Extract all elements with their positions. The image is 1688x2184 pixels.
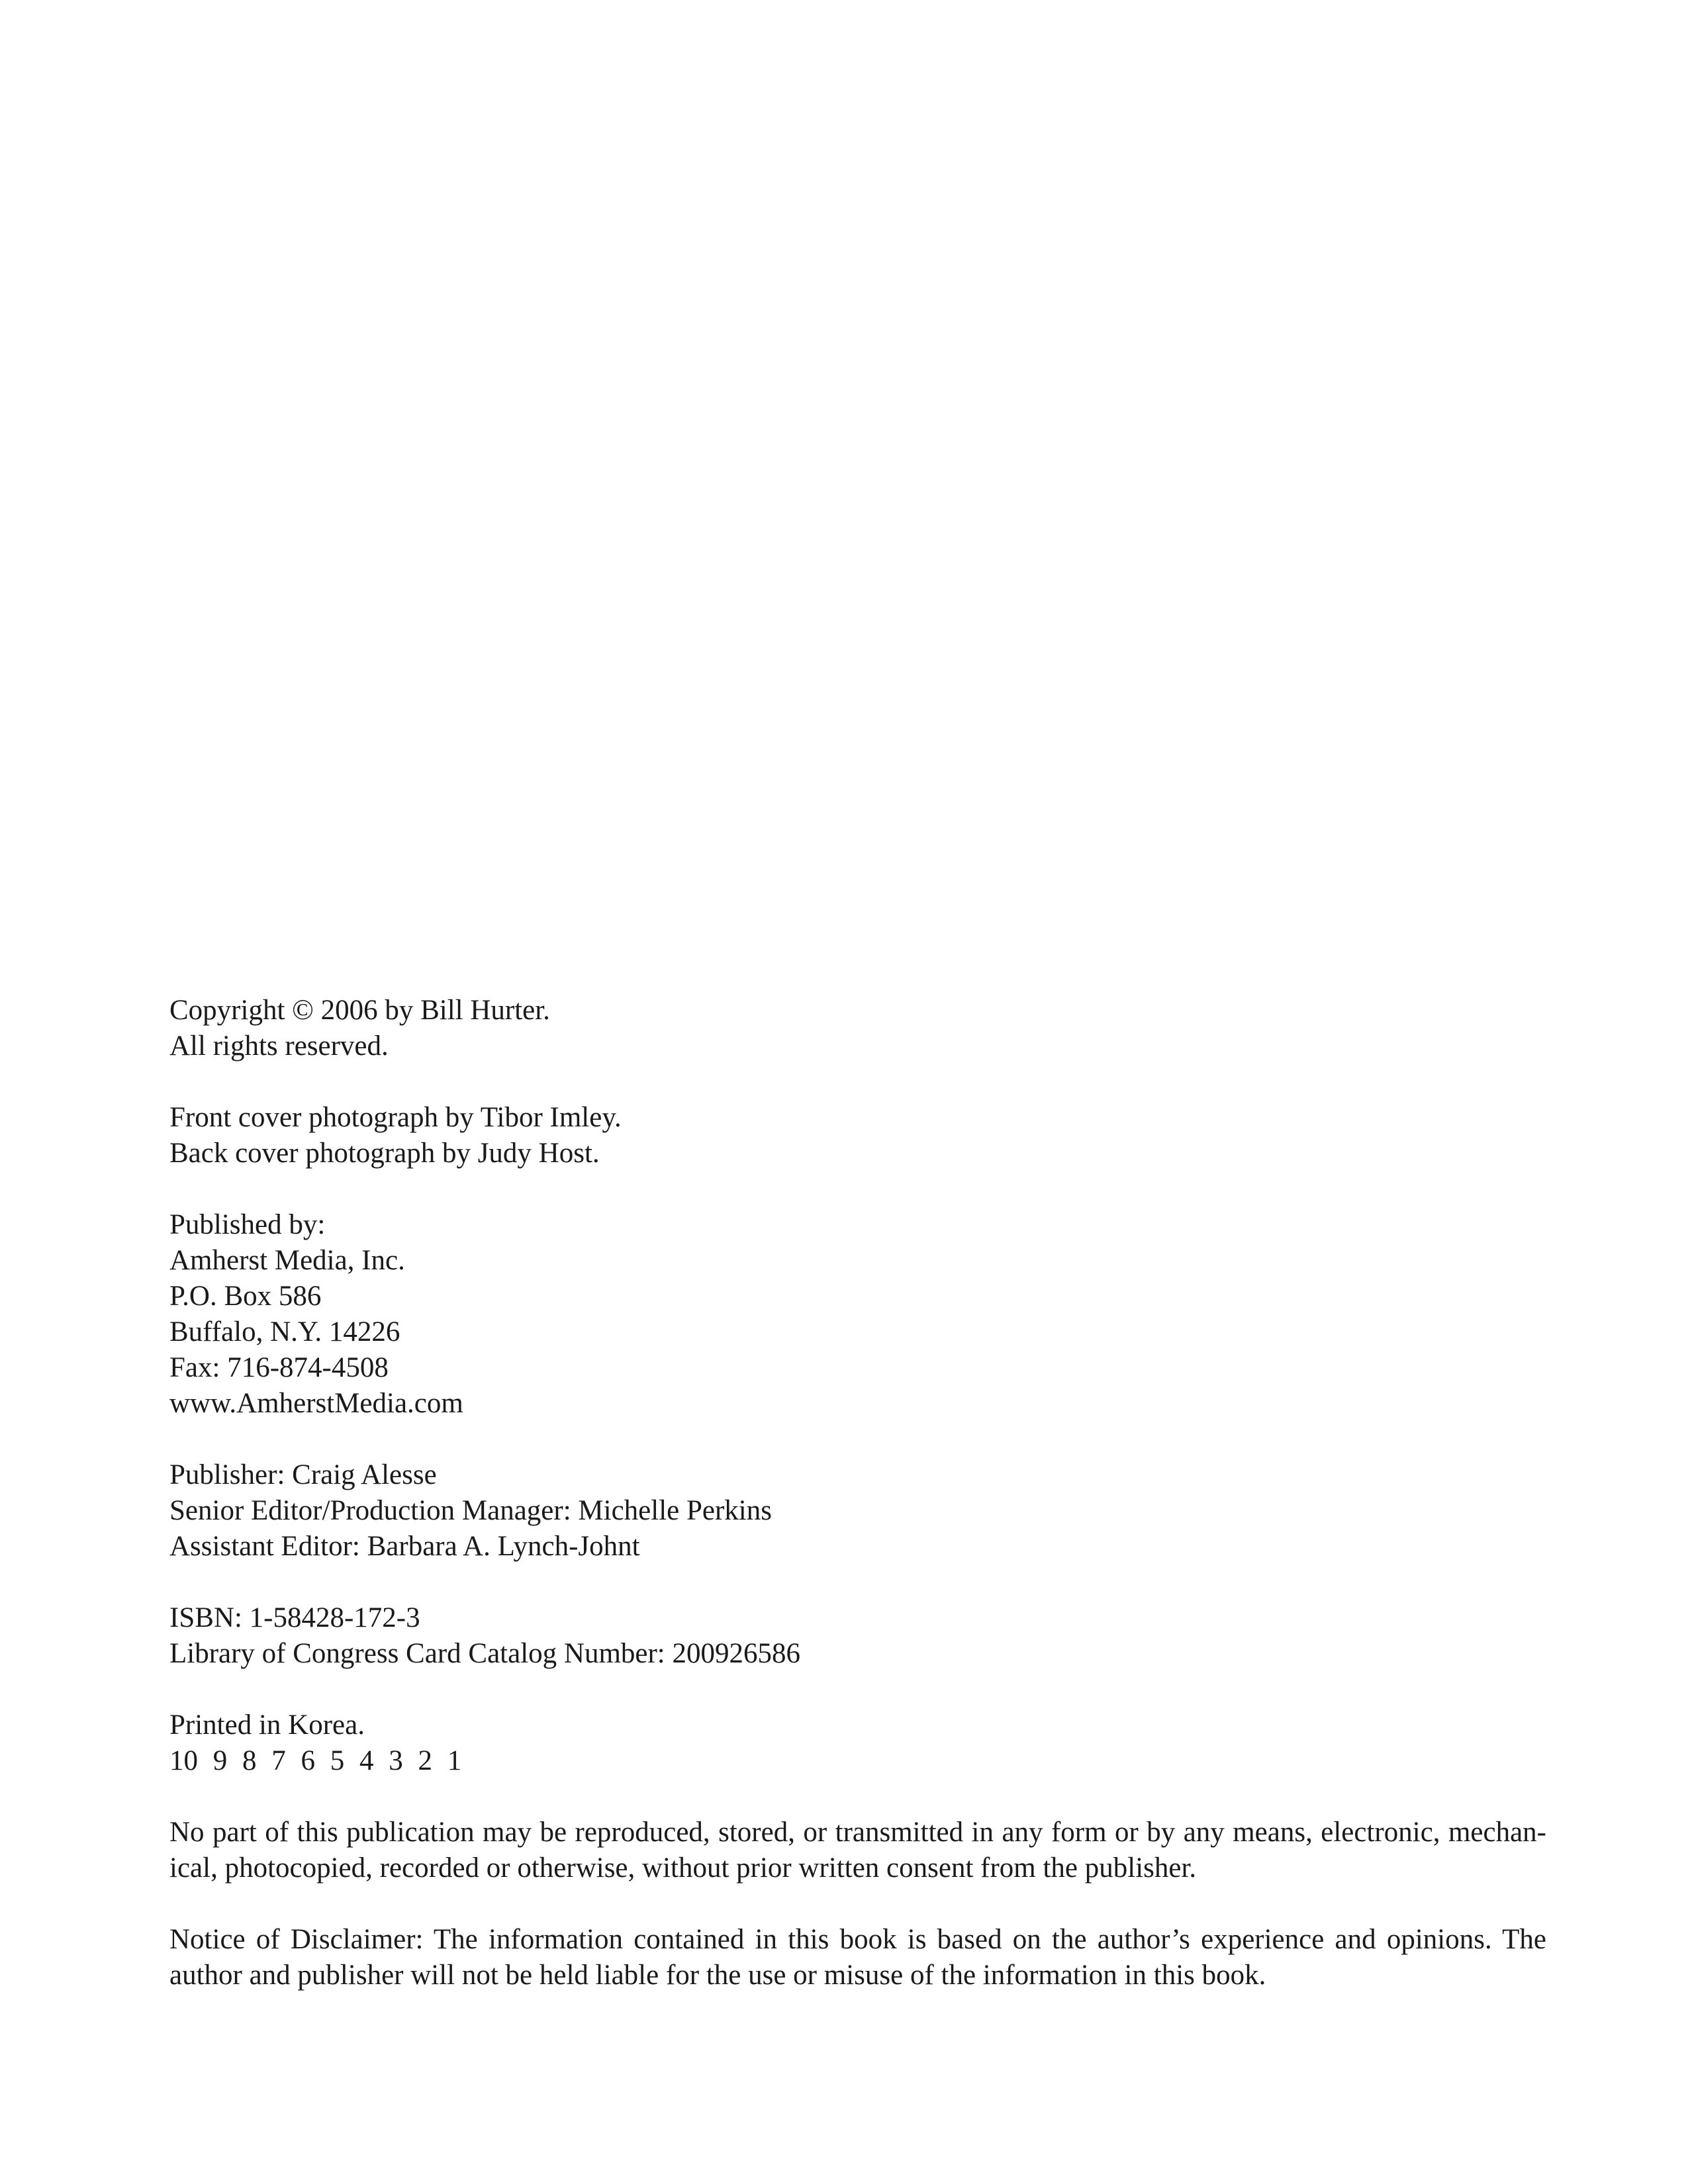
copyright-line: Copyright © 2006 by Bill Hurter. — [169, 995, 550, 1026]
published-by-label: Published by: — [169, 1209, 326, 1240]
disclaimer-line: Notice of Disclaimer: The information contained in this book is based on the author’s experience and opinions. The — [169, 1924, 1546, 1955]
senior-editor-credit: Senior Editor/Production Manager: Michelle Perkins — [169, 1495, 772, 1526]
catalog-info — [169, 1600, 1546, 1672]
front-cover-credit: Front cover photograph by Tibor Imley. — [169, 1102, 622, 1133]
copyright-page — [169, 993, 1546, 2029]
publisher-po-box: P.O. Box 586 — [169, 1281, 322, 1312]
printing-info — [169, 1707, 1546, 1779]
publisher-credit: Publisher: Craig Alesse — [169, 1459, 437, 1490]
assistant-editor-credit: Assistant Editor: Barbara A. Lynch-Johnt — [169, 1531, 640, 1562]
loc-number-line: Library of Congress Card Catalog Number: 200926586 — [169, 1638, 800, 1669]
copyright-notice — [169, 993, 1546, 1064]
disclaimer-line: author and publisher will not be held liable for the use or misuse of the information in this book. — [169, 1960, 1266, 1991]
rights-notice — [169, 1815, 1546, 1886]
disclaimer-notice — [169, 1922, 1546, 1993]
rights-notice-line: ical, photocopied, recorded or otherwise, without prior written consent from the publisher. — [169, 1852, 1197, 1884]
print-run-line: 10 9 8 7 6 5 4 3 2 1 — [169, 1745, 462, 1776]
back-cover-credit: Back cover photograph by Judy Host. — [169, 1138, 600, 1169]
rights-notice-line: No part of this publication may be reproduced, stored, or transmitted in any form or by any means, electronic, mechan- — [169, 1817, 1546, 1848]
rights-reserved-line: All rights reserved. — [169, 1030, 389, 1062]
publisher-address — [169, 1207, 1546, 1422]
isbn-line: ISBN: 1-58428-172-3 — [169, 1602, 420, 1633]
staff-credits — [169, 1457, 1546, 1565]
publisher-name: Amherst Media, Inc. — [169, 1245, 405, 1276]
publisher-city: Buffalo, N.Y. 14226 — [169, 1316, 400, 1347]
publisher-fax: Fax: 716-874-4508 — [169, 1352, 389, 1383]
cover-credits — [169, 1100, 1546, 1171]
publisher-website: www.AmherstMedia.com — [169, 1388, 463, 1419]
printed-in-line: Printed in Korea. — [169, 1709, 365, 1741]
